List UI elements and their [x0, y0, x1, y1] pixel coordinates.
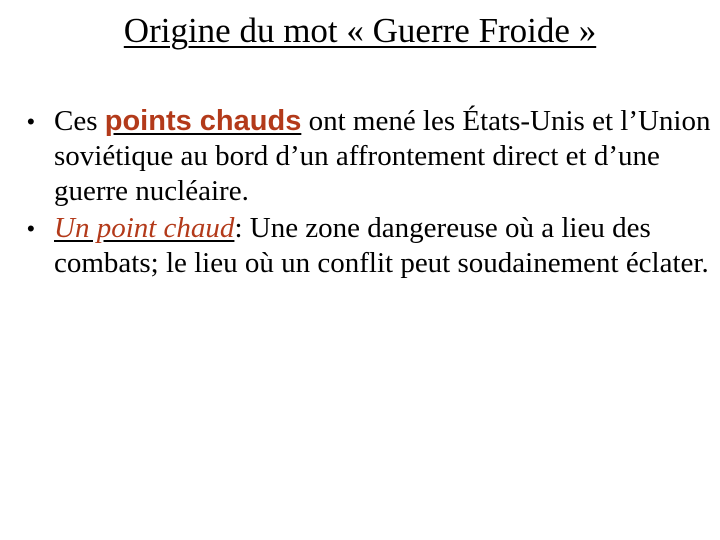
term-points-chauds: points chauds	[104, 105, 302, 137]
bullet-marker: •	[27, 216, 35, 241]
term-un-point-chaud: Un point chaud	[54, 212, 235, 244]
bullet-text-body: : Une zone dangereuse où a lieu des combats; le lieu où un conflit peut soudainement éclater.	[54, 212, 709, 279]
bullet-marker: •	[27, 109, 35, 134]
bullet-text-body: ont mené les États-Unis et l’Union soviétique au bord d’un affrontement direct et d’une guerre nucléaire.	[54, 105, 711, 207]
bullet-list	[0, 104, 720, 283]
bullet-text-lead: Ces	[54, 105, 105, 137]
bullet-item-points-chauds	[0, 104, 720, 209]
slide-title: Origine du mot « Guerre Froide »	[123, 11, 597, 50]
bullet-item-definition	[0, 211, 720, 281]
